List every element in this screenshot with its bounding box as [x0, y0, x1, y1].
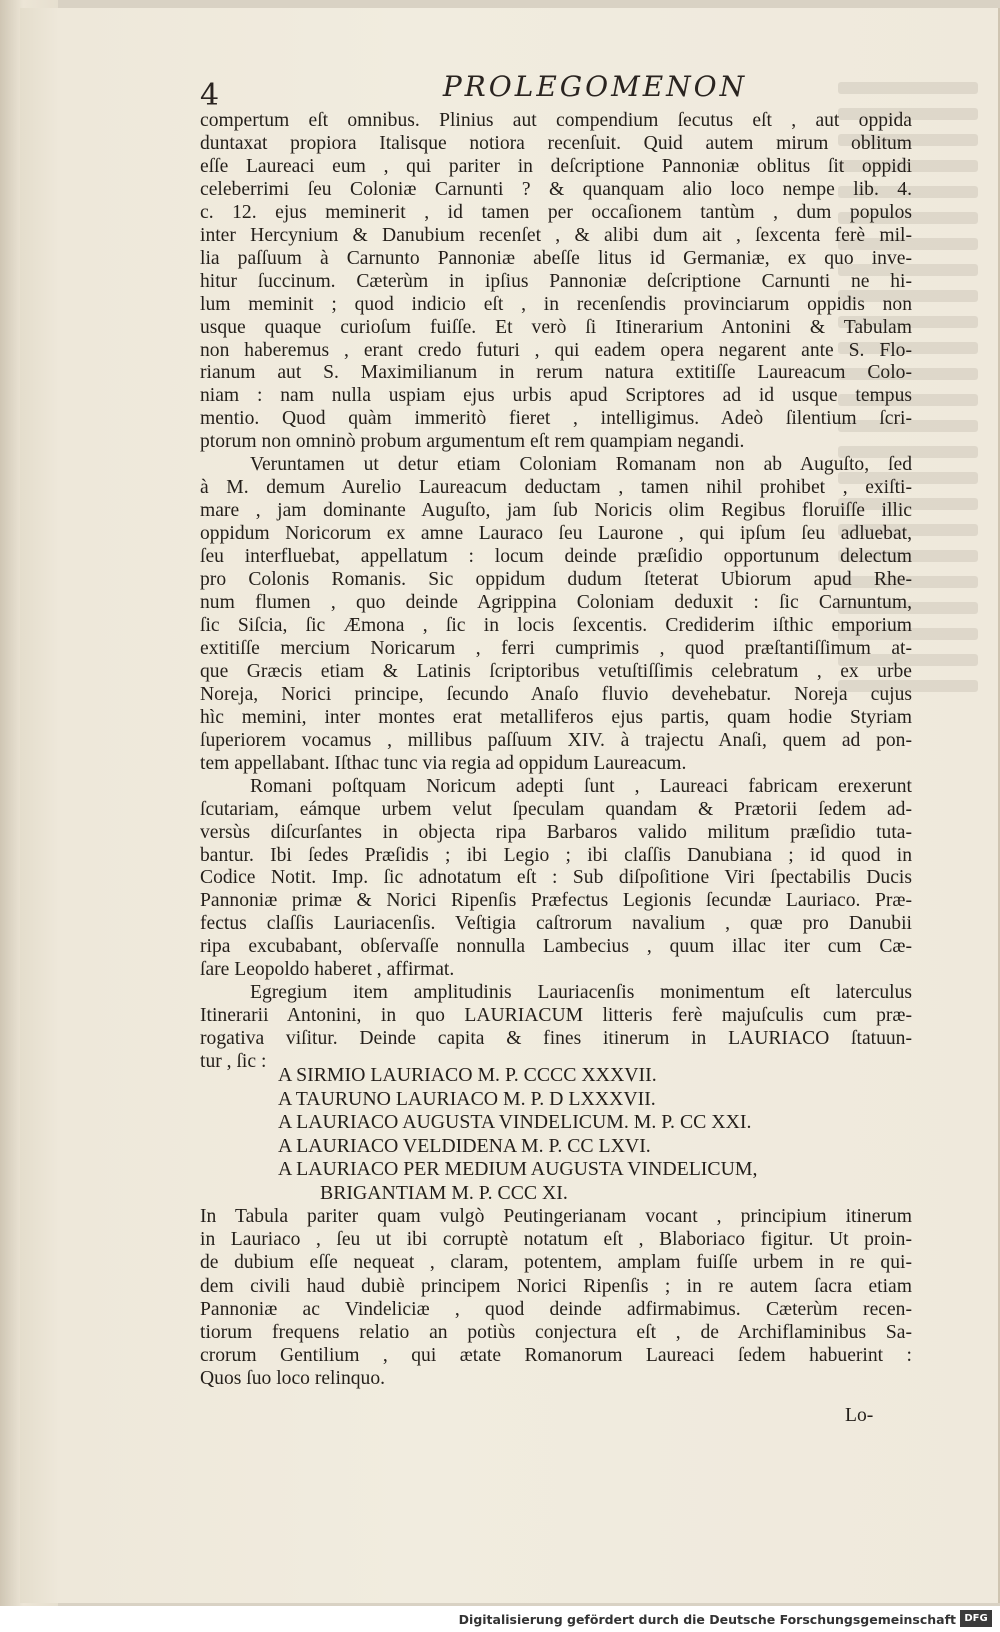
text-line: hìc memini, inter montes erat metalliferos ejus partis, quam hodie Styriam: [200, 706, 912, 728]
text-line: niam : nam nulla uspiam ejus urbis apud Scriptores ad id usque tempus: [200, 385, 912, 407]
running-title: PROLEGOMENON: [442, 70, 748, 103]
itinerary-entry: A LAURIACO PER MEDIUM AUGUSTA VINDELICUM,: [278, 1158, 758, 1181]
text-line: duntaxat propiora Italisque notiora recenſuit. Quid autem mirum oblitum: [200, 132, 912, 154]
digitization-footer: [0, 1606, 1000, 1632]
text-line: compertum eſt omnibus. Plinius aut compendium ſecutus eſt , aut oppida: [200, 110, 912, 131]
text-line: Itinerarii Antonini, in quo LAURIACUM litteris ferè majuſculis cum præ-: [200, 1005, 912, 1027]
itinerary-list: [278, 1064, 918, 1206]
text-line: mare , jam dominante Auguſto, jam ſub Noricis olim Regibus floruiſſe illic: [200, 500, 912, 522]
text-line: eſſe Laureaci eum , qui pariter in deſcriptione Pannoniæ oblitus ſit oppidi: [200, 155, 912, 177]
text-line: pro Colonis Romanis. Sic oppidum dudum ſteterat Ubiorum apud Rhe-: [200, 569, 912, 591]
text-line: fectus claſſis Lauriacenſis. Veſtigia caſtrorum navalium , quæ pro Danubii: [200, 913, 912, 935]
text-line: à M. demum Aurelio Laureacum deductam , tamen nihil prohibet , exiſti-: [200, 477, 912, 499]
text-line: oppidum Noricorum ex amne Lauraco ſeu Laurone , qui ipſum ſeu adluebat,: [200, 523, 912, 545]
text-line: ſic Siſcia, ſic Æmona , ſic in locis ſexcentis. Crediderim iſthic emporium: [200, 614, 912, 636]
text-line: ſare Leopoldo haberet , affirmat.: [200, 959, 455, 981]
text-line: celeberrimi ſeu Coloniæ Carnunti ? & quanquam alio loco nempe lib. 4.: [200, 178, 912, 200]
text-line: Egregium item amplitudinis Lauriacenſis monimentum eſt laterculus: [250, 982, 912, 1004]
dfg-logo: DFG: [960, 1610, 992, 1627]
text-line: Pannoniæ primæ & Norici Ripenſis Præfectus Legionis ſecundæ Lauriaco. Præ-: [200, 890, 912, 912]
text-line: ripa excubabant, obſervaſſe nonnulla Lambecius , quum illac iter cum Cæ-: [200, 936, 912, 958]
text-line: versùs diſcurſantes in objecta ripa Barbaros valido militum præſidio tuta-: [200, 821, 912, 843]
text-line: mentio. Quod quàm immeritò fieret , intelligimus. Adeò ſilentium ſcri-: [200, 408, 912, 430]
text-line: Quos ſuo loco relinquo.: [200, 1368, 386, 1390]
text-line: ſcutariam, eámque urbem velut ſpeculam quandam & Prætorii ſedem ad-: [200, 798, 912, 820]
text-line: Romani poſtquam Noricum adepti ſunt , Laureaci fabricam erexerunt: [250, 775, 912, 797]
text-line: in Lauriaco , ſeu ut ibi corruptè notatum eſt , Blaboriaco figitur. Ut proin-: [200, 1229, 912, 1251]
text-line: usque quaque curioſum fuiſſe. Et verò ſi Itinerarium Antonini & Tabulam: [200, 316, 912, 338]
page-number: 4: [200, 78, 220, 113]
funding-notice: Digitalisierung gefördert durch die Deutsche Forschungsgemeinschaft: [458, 1612, 956, 1627]
text-line: extitiſſe mercium Noricarum , ferri cumprimis , quod præſtantiſſimum at-: [200, 637, 912, 659]
itinerary-entry: BRIGANTIAM M. P. CCC XI.: [320, 1181, 568, 1204]
text-line: c. 12. ejus meminerit , id tamen per occaſionem tantùm , dum populos: [200, 201, 912, 223]
text-line: ſeu interfluebat, appellatum : locum deinde præſidio opportunum delectum: [200, 546, 912, 568]
itinerary-entry: A TAURUNO LAURIACO M. P. D LXXXVII.: [278, 1087, 656, 1110]
main-text-block: [200, 110, 912, 1074]
text-line: rogativa viſitur. Deinde capita & fines itinerum in LAURIACO ſtatuun-: [200, 1028, 912, 1050]
text-line: lum meminit ; quod indicio eſt , in recenſendis provinciarum oppidis non: [200, 293, 912, 315]
text-line: crorum Gentilium , qui ætate Romanorum Laureaci ſedem habuerint :: [200, 1345, 912, 1367]
text-line: hitur ſuccinum. Cæterùm in ipſius Pannoniæ deſcriptione Carnunti ne hi-: [200, 270, 912, 292]
text-line: bantur. Ibi ſedes Præſidis ; ibi Legio ; ibi claſſis Danubiana ; id quod in: [200, 844, 912, 866]
itinerary-entry: A LAURIACO VELDIDENA M. P. CC LXVI.: [278, 1134, 651, 1157]
catchword: Lo-: [845, 1405, 874, 1426]
text-line: de dubium eſſe nequeat , claram, potentem, amplam fuiſſe urbem in re qui-: [200, 1252, 912, 1274]
text-line: ptorum non omninò probum argumentum eſt rem quampiam negandi.: [200, 431, 745, 453]
text-line: Noreja, Norici principe, ſecundo Anaſo fluvio devehebatur. Noreja cujus: [200, 683, 912, 705]
text-line: dem civili haud dubiè principem Norici Ripenſis ; in re autem ſacra etiam: [200, 1275, 912, 1297]
text-line: In Tabula pariter quam vulgò Peutingerianam vocant , principium itinerum: [200, 1206, 912, 1227]
text-line: num flumen , quo deinde Agrippina Coloniam deduxit : ſic Carnuntum,: [200, 592, 912, 614]
text-line: non haberemus , erant credo futuri , qui eadem opera negarent ante S. Flo-: [200, 339, 912, 361]
itinerary-entry: A LAURIACO AUGUSTA VINDELICUM. M. P. CC XXI.: [278, 1111, 752, 1134]
text-line: inter Hercynium & Danubium recenſet , & alibi dum ait , ſexcenta ferè mil-: [200, 224, 912, 246]
closing-paragraph: [200, 1205, 912, 1391]
text-line: ſuperiorem vocamus , millibus paſſuum XIV. à trajectu Anaſi, quem ad pon-: [200, 729, 912, 751]
text-line: Codice Notit. Imp. ſic adnotatum eſt : Sub diſpoſitione Viri ſpectabilis Ducis: [200, 867, 912, 889]
text-line: rianum aut S. Maximilianum in rerum natura extitiſſe Laureacum Colo-: [200, 362, 912, 384]
text-line: tem appellabant. Iſthac tunc via regia ad oppidum Laureacum.: [200, 752, 687, 774]
text-line: Veruntamen ut detur etiam Coloniam Romanam non ab Auguſto, ſed: [250, 454, 912, 476]
text-line: tur , ſic :: [200, 1051, 267, 1073]
text-line: que Græcis etiam & Latinis ſcriptoribus vetuſtiſſimis celebratum , ex urbe: [200, 660, 912, 682]
text-line: tiorum frequens relatio an potiùs conjectura eſt , de Archiflaminibus Sa-: [200, 1322, 912, 1344]
text-line: Pannoniæ ac Vindeliciæ , quod deinde adfirmabimus. Cæterùm recen-: [200, 1298, 912, 1320]
text-line: lia paſſuum à Carnunto Pannoniæ abeſſe litus id Germaniæ, ex quo inve-: [200, 247, 912, 269]
itinerary-entry: A SIRMIO LAURIACO M. P. CCCC XXXVII.: [278, 1064, 657, 1086]
